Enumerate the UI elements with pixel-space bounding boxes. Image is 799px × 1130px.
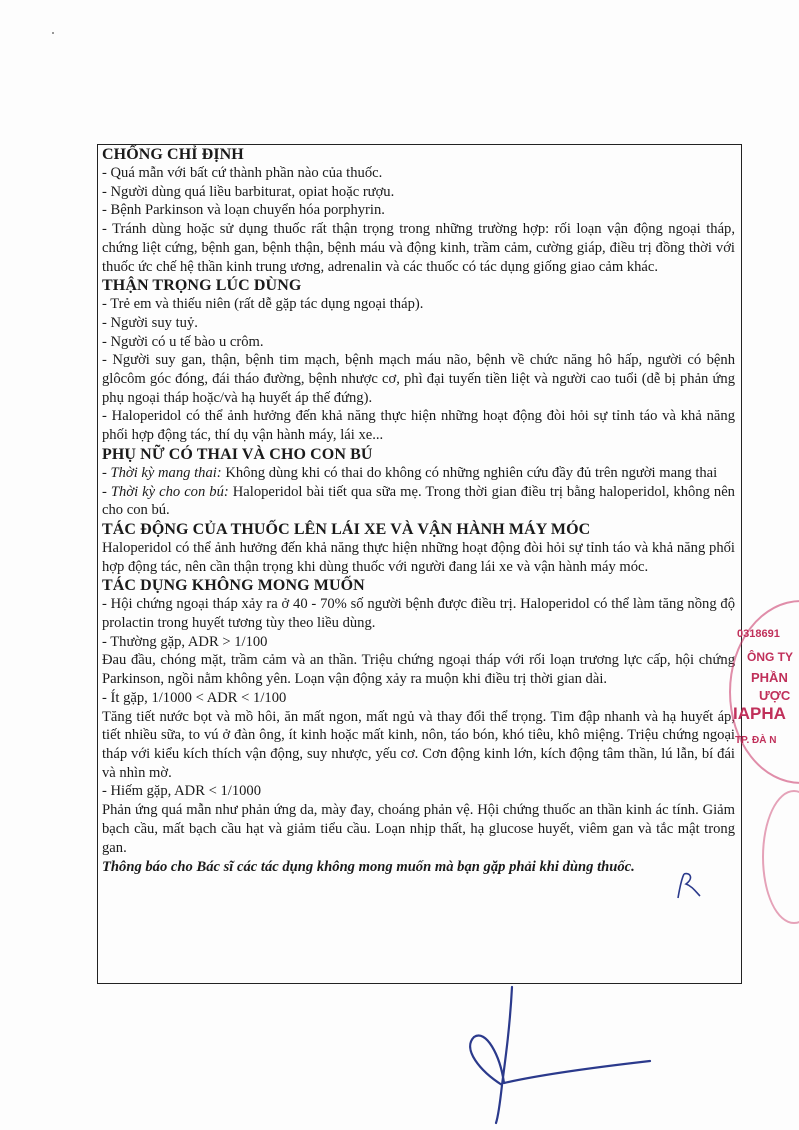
signature <box>440 985 660 1125</box>
company-stamp <box>729 600 799 800</box>
common-text: Đau đầu, chóng mặt, trầm cảm và an thần. Triệu chứng ngoại tháp với rối loạn trương lực cấp, hội chứng Parkinson, ngồi nằm không yên. Loạn vận động xảy ra muộn khi điều trị thời gian dài. <box>102 652 735 688</box>
rare-label: - Hiếm gặp, ADR < 1/1000 <box>102 783 262 800</box>
contraindications-heading: CHỐNG CHỈ ĐỊNH <box>102 146 244 163</box>
pregnancy-heading: PHỤ NỮ CÓ THAI VÀ CHO CON BÚ <box>102 445 373 463</box>
stamp-text: PHẦN <box>751 670 788 685</box>
uncommon-text: Tăng tiết nước bọt và mồ hôi, ăn mất ngon, mất ngủ và thay đổi thể trọng. Tim đập nhanh và hạ huyết áp, tiết nhiều sữa, to vú ở đàn ông, ít kinh hoặc mất kinh, nôn, táo bón, khó tiêu, khô miệng. Triệu chứng ngoại tháp với kiểu kích thích vận động, suy nhược, yếu cơ. Cơn động kinh lớn, kích động tâm thần, lú lẫn, bí đái và nhìn mờ. <box>102 708 735 781</box>
scan-speck <box>52 32 54 34</box>
precaution-line: - Haloperidol có thể ảnh hưởng đến khả năng thực hiện những hoạt động đòi hỏi sự tỉnh táo và khả năng phối hợp động tác, thí dụ vận hành máy, lái xe... <box>102 408 735 444</box>
precaution-line: - Người suy tuỷ. <box>102 314 198 331</box>
pregnancy-text: Không dùng khi có thai do không có những nghiên cứu đầy đủ trên người mang thai <box>221 464 718 481</box>
stamp-text: ƯỢC <box>759 688 791 703</box>
initial-mark <box>670 868 710 908</box>
precaution-line: - Người có u tế bào u crôm. <box>102 333 264 350</box>
common-label: - Thường gặp, ADR > 1/100 <box>102 633 268 650</box>
stamp-text: IAPHA <box>733 704 786 723</box>
side-effects-heading: TÁC DỤNG KHÔNG MONG MUỐN <box>102 577 365 595</box>
contraindication-line: - Quá mẫn với bất cứ thành phần nào của thuốc. <box>102 165 383 181</box>
lactation-label: - Thời kỳ cho con bú: <box>102 483 229 500</box>
precaution-line: - Trẻ em và thiếu niên (rất dễ gặp tác dụng ngoại tháp). <box>102 296 424 313</box>
stamp-text: ÔNG TY <box>747 650 794 664</box>
lactation-text: Haloperidol bài tiết qua sữa mẹ. Trong thời gian điều trị bằng haloperidol, không nên cho con bú. <box>102 483 735 519</box>
driving-text: Haloperidol có thể ảnh hưởng đến khả năng thực hiện những hoạt động đòi hỏi sự tỉnh táo và khả năng phối hợp động tác, nên cần thận trọng khi dùng thuốc với người đang lái xe và vận hành máy móc. <box>102 539 735 575</box>
stamp-text: 0318691 <box>737 628 780 640</box>
second-stamp-fragment <box>762 790 799 924</box>
precautions-heading: THẬN TRỌNG LÚC DÙNG <box>102 277 302 295</box>
driving-heading: TÁC ĐỘNG CỦA THUỐC LÊN LÁI XE VÀ VẬN HÀNH MÁY MÓC <box>102 520 591 538</box>
contraindication-line: - Người dùng quá liều barbiturat, opiat hoặc rượu. <box>102 183 395 200</box>
stamp-text: TP. ĐÀ N <box>735 735 777 746</box>
uncommon-label: - Ít gặp, 1/1000 < ADR < 1/100 <box>102 689 287 706</box>
side-effects-intro: - Hội chứng ngoại tháp xảy ra ở 40 - 70% số người bệnh được điều trị. Haloperidol có thể làm tăng nồng độ prolactin trong huyết tương tùy theo liều dùng. <box>102 596 735 632</box>
lactation-paragraph <box>102 483 735 520</box>
contraindication-line: - Bệnh Parkinson và loạn chuyển hóa porphyrin. <box>102 202 385 219</box>
pregnancy-paragraph <box>102 464 735 483</box>
precaution-line: - Người suy gan, thận, bệnh tim mạch, bệnh mạch máu não, bệnh về chức năng hô hấp, người có bệnh glôcôm góc đóng, đái tháo đường, bệnh nhược cơ, phì đại tuyến tiền liệt và người cao tuổi (dễ bị phản ứng phụ ngoại tháp hoặc/và hạ huyết áp thế đứng). <box>102 352 735 406</box>
leaflet-text-box <box>97 144 742 984</box>
contraindication-line: - Tránh dùng hoặc sử dụng thuốc rất thận trọng trong những trường hợp: rối loạn vận động ngoại tháp, chứng liệt cứng, bệnh gan, bệnh thận, bệnh máu và động kinh, trầm cảm, cường giáp, điều trị đồng thời với thuốc ức chế hệ thần kinh trung ương, adrenalin và các thuốc có tác dụng giống giao cảm khác. <box>102 221 735 275</box>
rare-text: Phản ứng quá mẫn như phản ứng da, mày đay, choáng phản vệ. Hội chứng thuốc an thần kinh ác tính. Giảm bạch cầu, mất bạch cầu hạt và giảm tiểu cầu. Loạn nhịp thất, hạ glucose huyết, viêm gan và tắc mật trong gan. <box>102 802 735 856</box>
pregnancy-label: - Thời kỳ mang thai: <box>102 464 222 481</box>
doctor-notice: Thông báo cho Bác sĩ các tác dụng không mong muốn mà bạn gặp phải khi dùng thuốc. <box>102 859 635 876</box>
